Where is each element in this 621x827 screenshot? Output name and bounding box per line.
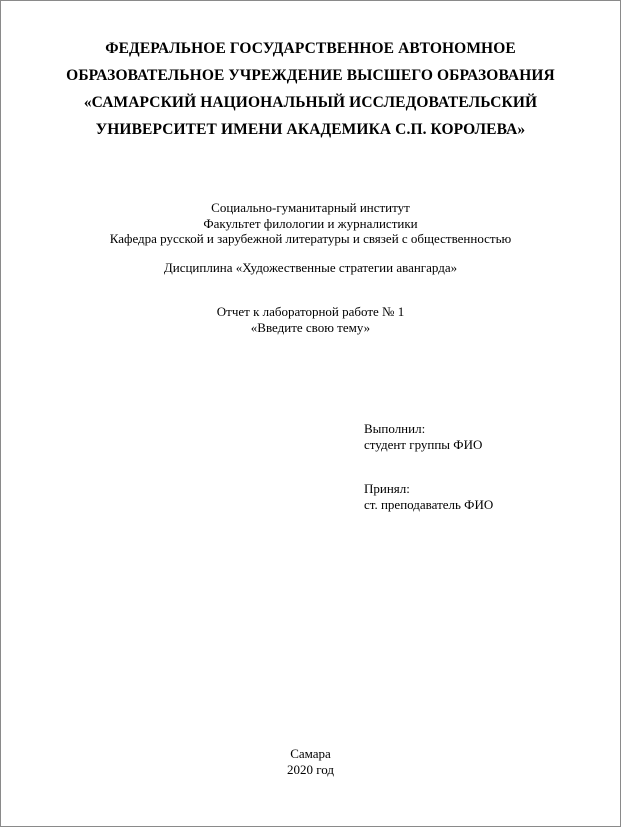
report-block — [1, 304, 620, 335]
university-header — [1, 35, 620, 143]
header-line-4: УНИВЕРСИТЕТ ИМЕНИ АКАДЕМИКА С.П. КОРОЛЕВА» — [95, 121, 526, 138]
header-line-1: ФЕДЕРАЛЬНОЕ ГОСУДАРСТВЕННОЕ АВТОНОМНОЕ — [105, 40, 516, 57]
footer-city: Самара — [290, 746, 331, 761]
header-line-2: ОБРАЗОВАТЕЛЬНОЕ УЧРЕЖДЕНИЕ ВЫСШЕГО ОБРАЗОВАНИЯ — [66, 67, 555, 84]
discipline-name: Дисциплина «Художественные стратегии авангарда» — [163, 260, 458, 275]
report-topic: «Введите свою тему» — [250, 319, 371, 335]
accepted-by-block — [364, 481, 493, 512]
report-title: Отчет к лабораторной работе № 1 — [216, 304, 405, 319]
faculty-name: Факультет филологии и журналистики — [203, 215, 418, 231]
performed-by-block — [364, 421, 482, 452]
accepted-by-value: ст. преподаватель ФИО — [364, 496, 494, 512]
accepted-by-label: Принял: — [364, 481, 410, 496]
performed-by-label: Выполнил: — [364, 421, 426, 436]
department-name: Кафедра русской и зарубежной литературы и связей с общественностью — [109, 231, 512, 246]
header-line-3: «САМАРСКИЙ НАЦИОНАЛЬНЫЙ ИССЛЕДОВАТЕЛЬСКИЙ — [83, 94, 538, 111]
footer-block — [1, 746, 620, 777]
institute-name: Социально-гуманитарный институт — [211, 200, 410, 215]
discipline-block — [1, 260, 620, 276]
performed-by-value: студент группы ФИО — [364, 436, 483, 452]
footer-year: 2020 год — [287, 761, 334, 777]
institute-block — [1, 200, 620, 247]
